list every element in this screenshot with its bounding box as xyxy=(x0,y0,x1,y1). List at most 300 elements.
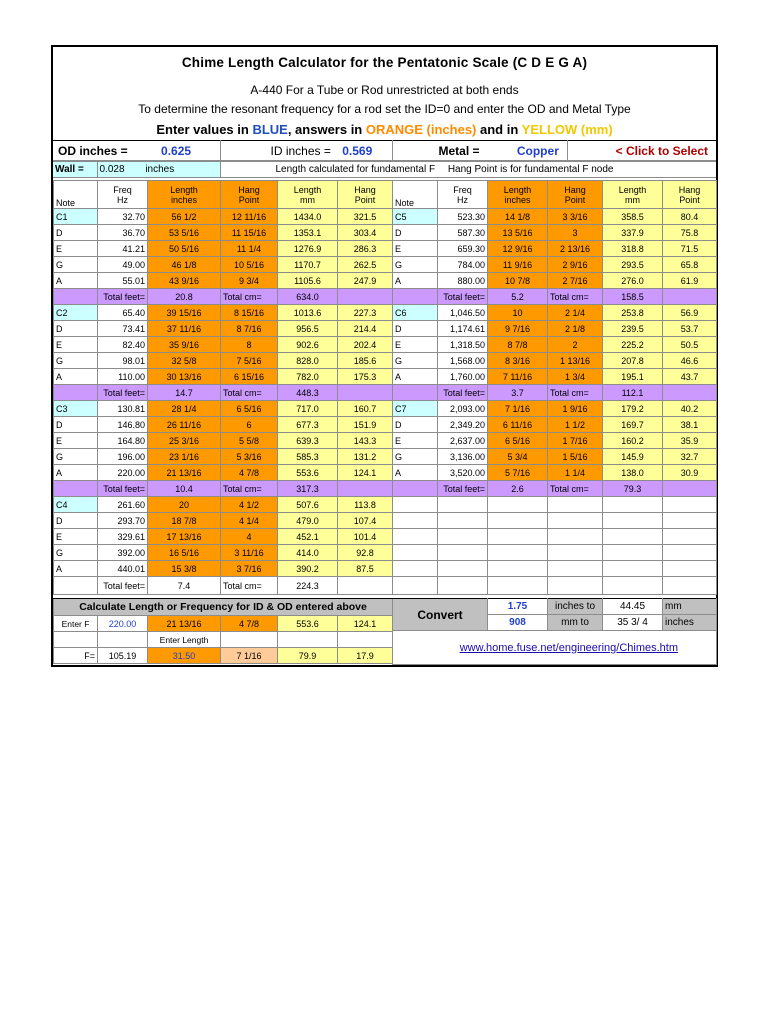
hang-point-inches-header-line1: Hang xyxy=(238,184,260,195)
freq-cell: 1,318.50 xyxy=(438,337,488,353)
enter-f-mm: 553.6 xyxy=(278,616,338,632)
empty-row xyxy=(393,545,717,561)
hang-point-inches-header-line2: Point xyxy=(238,194,260,205)
empty-cell xyxy=(548,577,603,595)
freq-cell: 1,568.00 xyxy=(438,353,488,369)
f-mm: 79.9 xyxy=(278,648,338,664)
total-feet-value: 10.4 xyxy=(148,481,221,497)
length-mm-cell: 169.7 xyxy=(603,417,663,433)
empty-row xyxy=(393,561,717,577)
length-inches-cell: 5 3/4 xyxy=(488,449,548,465)
length-mm-cell: 677.3 xyxy=(278,417,338,433)
length-inches-cell: 26 11/16 xyxy=(148,417,221,433)
hang-point-mm-header xyxy=(338,181,393,209)
mm-to-label: mm to xyxy=(548,615,603,631)
note-cell: D xyxy=(393,321,438,337)
hang-point-mm-header-line1: Hang xyxy=(678,184,701,195)
table-row xyxy=(393,337,717,353)
length-inches-cell: 56 1/2 xyxy=(148,209,221,225)
freq-cell: 293.70 xyxy=(98,513,148,529)
fundamental-notes xyxy=(220,162,716,178)
freq-header-line2: Hz xyxy=(117,194,128,205)
length-mm-header xyxy=(603,181,663,209)
table-row xyxy=(393,257,717,273)
note-cell: D xyxy=(393,417,438,433)
freq-cell: 1,046.50 xyxy=(438,305,488,321)
wall-value: 0.028 xyxy=(99,163,125,175)
hang-point-inches-cell: 2 1/8 xyxy=(548,321,603,337)
od-input[interactable]: 0.625 xyxy=(161,143,192,158)
length-mm-cell: 337.9 xyxy=(603,225,663,241)
hang-point-mm-cell: 202.4 xyxy=(338,337,393,353)
totals-spacer-end xyxy=(663,289,717,305)
length-mm-header-line1: Length xyxy=(293,184,322,195)
totals-spacer xyxy=(393,385,438,401)
hang-point-inches-cell: 6 15/16 xyxy=(221,369,278,385)
total-feet-value: 3.7 xyxy=(488,385,548,401)
hang-point-mm-cell: 101.4 xyxy=(338,529,393,545)
empty-cell xyxy=(663,561,717,577)
total-cm-value: 112.1 xyxy=(603,385,663,401)
total-feet-value: 14.7 xyxy=(148,385,221,401)
empty-cell xyxy=(438,529,488,545)
freq-cell: 3,520.00 xyxy=(438,465,488,481)
length-mm-cell: 452.1 xyxy=(278,529,338,545)
empty-cell xyxy=(603,545,663,561)
length-mm-cell: 414.0 xyxy=(278,545,338,561)
length-inches-cell: 35 9/16 xyxy=(148,337,221,353)
table-row xyxy=(54,433,393,449)
length-mm-header xyxy=(278,181,338,209)
empty-cell xyxy=(603,513,663,529)
totals-spacer xyxy=(54,577,98,595)
empty-row xyxy=(393,497,717,513)
hang-point-inches-cell: 9 3/4 xyxy=(221,273,278,289)
length-mm-cell: 318.8 xyxy=(603,241,663,257)
length-inches-cell: 14 1/8 xyxy=(488,209,548,225)
note-cell: G xyxy=(393,449,438,465)
hang-point-inches-cell: 10 5/16 xyxy=(221,257,278,273)
hang-point-inches-cell: 4 1/4 xyxy=(221,513,278,529)
hang-point-mm-cell: 71.5 xyxy=(663,241,717,257)
total-feet-value: 7.4 xyxy=(148,577,221,595)
hang-point-inches-cell: 4 1/2 xyxy=(221,497,278,513)
empty-cell xyxy=(393,529,438,545)
freq-cell: 36.70 xyxy=(98,225,148,241)
note-cell: G xyxy=(393,257,438,273)
freq-cell: 49.00 xyxy=(98,257,148,273)
empty-cell xyxy=(393,497,438,513)
hang-point-inches-cell: 3 3/16 xyxy=(548,209,603,225)
totals-spacer-end xyxy=(338,577,393,595)
total-cm-value: 79.3 xyxy=(603,481,663,497)
hang-point-mm-cell: 303.4 xyxy=(338,225,393,241)
empty-cell xyxy=(548,513,603,529)
totals-spacer xyxy=(393,481,438,497)
freq-cell: 2,349.20 xyxy=(438,417,488,433)
totals-spacer-end xyxy=(338,481,393,497)
empty-cell xyxy=(663,577,717,595)
hang-point-mm-cell: 113.8 xyxy=(338,497,393,513)
totals-spacer-end xyxy=(663,481,717,497)
website-link[interactable]: www.home.fuse.net/engineering/Chimes.htm xyxy=(459,641,678,654)
note-cell: A xyxy=(393,465,438,481)
table-row xyxy=(393,449,717,465)
hang-point-mm-cell: 61.9 xyxy=(663,273,717,289)
length-inches-cell: 53 5/16 xyxy=(148,225,221,241)
length-mm-cell: 179.2 xyxy=(603,401,663,417)
legend-blue: BLUE xyxy=(252,122,288,137)
hang-point-mm-header-line2: Point xyxy=(679,194,700,205)
empty-cell xyxy=(603,561,663,577)
table-row xyxy=(54,417,393,433)
empty-cell xyxy=(393,545,438,561)
freq-cell: 1,174.61 xyxy=(438,321,488,337)
empty-row xyxy=(393,577,717,595)
totals-spacer-end xyxy=(338,289,393,305)
freq-header xyxy=(98,181,148,209)
hang-point-inches-cell: 1 1/2 xyxy=(548,417,603,433)
hang-point-inches-cell: 2 xyxy=(548,337,603,353)
freq-cell: 146.80 xyxy=(98,417,148,433)
length-mm-cell: 1276.9 xyxy=(278,241,338,257)
length-mm-cell: 1105.6 xyxy=(278,273,338,289)
length-mm-header-line2: mm xyxy=(625,194,640,205)
total-cm-label: Total cm= xyxy=(221,481,278,497)
length-inches-cell: 7 1/16 xyxy=(488,401,548,417)
link-cell xyxy=(393,631,717,665)
hang-point-mm-header xyxy=(663,181,717,209)
empty-cell xyxy=(393,577,438,595)
note-cell: A xyxy=(54,273,98,289)
empty-cell xyxy=(393,561,438,577)
length-inches-cell: 16 5/16 xyxy=(148,545,221,561)
enter-f-label: Enter F xyxy=(54,616,98,632)
subtitle-line: A-440 For a Tube or Rod unrestricted at both ends xyxy=(250,83,519,97)
length-inches-cell: 9 7/16 xyxy=(488,321,548,337)
note-header-label: Note xyxy=(56,198,76,208)
table-row xyxy=(54,353,393,369)
length-inches-cell: 5 7/16 xyxy=(488,465,548,481)
length-inches-cell: 10 7/8 xyxy=(488,273,548,289)
hang-point-mm-cell: 124.1 xyxy=(338,465,393,481)
hang-point-inches-header-line2: Point xyxy=(564,194,586,205)
length-mm-cell: 1170.7 xyxy=(278,257,338,273)
table-row xyxy=(54,369,393,385)
click-to-select-button[interactable]: < Click to Select xyxy=(567,141,716,161)
note-cell: G xyxy=(393,353,438,369)
inches-to-mm-result: 44.45 xyxy=(603,599,663,615)
chime-calculator-sheet xyxy=(51,45,718,667)
length-mm-cell: 225.2 xyxy=(603,337,663,353)
note-cell: A xyxy=(393,369,438,385)
hang-point-mm-cell: 65.8 xyxy=(663,257,717,273)
freq-cell: 880.00 xyxy=(438,273,488,289)
inches-input[interactable]: 1.75 xyxy=(488,599,548,615)
enter-f-hang-mm: 124.1 xyxy=(338,616,393,632)
length-mm-cell: 639.3 xyxy=(278,433,338,449)
total-cm-label: Total cm= xyxy=(548,289,603,305)
total-cm-value: 634.0 xyxy=(278,289,338,305)
length-mm-cell: 585.3 xyxy=(278,449,338,465)
length-inches-cell: 10 xyxy=(488,305,548,321)
total-cm-value: 317.3 xyxy=(278,481,338,497)
wall-label: Wall = xyxy=(53,162,97,178)
length-inches-cell: 28 1/4 xyxy=(148,401,221,417)
metal-select[interactable]: Copper xyxy=(516,143,559,158)
empty-cell xyxy=(488,561,548,577)
total-cm-value: 158.5 xyxy=(603,289,663,305)
left-header-row xyxy=(54,181,393,209)
note-cell: D xyxy=(393,225,438,241)
f-result: 105.19 xyxy=(98,648,148,664)
enter-f-input[interactable]: 220.00 xyxy=(98,616,148,632)
total-cm-label: Total cm= xyxy=(221,577,278,595)
freq-cell: 82.40 xyxy=(98,337,148,353)
freq-cell: 164.80 xyxy=(98,433,148,449)
length-mm-cell: 160.2 xyxy=(603,433,663,449)
empty-cell xyxy=(663,545,717,561)
note-cell: E xyxy=(54,241,98,257)
legend-yellow: YELLOW (mm) xyxy=(521,122,613,137)
inches-to-label: inches to xyxy=(548,599,603,615)
length-inches-cell: 50 5/16 xyxy=(148,241,221,257)
total-feet-label: Total feet= xyxy=(98,385,148,401)
id-label: ID inches = xyxy=(270,143,331,158)
empty-cell xyxy=(488,513,548,529)
table-row xyxy=(393,241,717,257)
hang-point-inches-header xyxy=(221,181,278,209)
hang-point-mm-cell: 35.9 xyxy=(663,433,717,449)
length-mm-cell: 553.6 xyxy=(278,465,338,481)
freq-header xyxy=(438,181,488,209)
hang-point-inches-cell: 4 7/8 xyxy=(221,465,278,481)
length-mm-cell: 1013.6 xyxy=(278,305,338,321)
length-inches-header xyxy=(488,181,548,209)
total-feet-value: 20.8 xyxy=(148,289,221,305)
fundamental-length-note: Length calculated for fundamental F xyxy=(275,163,436,175)
hang-point-inches-cell: 4 xyxy=(221,529,278,545)
note-cell: C3 xyxy=(54,401,98,417)
freq-cell: 32.70 xyxy=(98,209,148,225)
totals-row xyxy=(393,385,717,401)
id-cell xyxy=(220,141,392,161)
hang-point-mm-cell: 143.3 xyxy=(338,433,393,449)
freq-header-line1: Freq xyxy=(453,184,472,195)
hang-point-mm-cell: 160.7 xyxy=(338,401,393,417)
note-cell: C5 xyxy=(393,209,438,225)
table-row xyxy=(393,305,717,321)
note-header xyxy=(54,181,98,209)
legend-text-2: , answers in xyxy=(287,122,366,137)
freq-cell: 3,136.00 xyxy=(438,449,488,465)
mm-unit: mm xyxy=(663,599,717,615)
totals-spacer xyxy=(393,289,438,305)
hang-point-note: Hang Point is for fundamental F node xyxy=(447,163,614,175)
calculator-table xyxy=(53,598,393,664)
table-row xyxy=(393,321,717,337)
length-mm-cell: 293.5 xyxy=(603,257,663,273)
total-cm-label: Total cm= xyxy=(548,385,603,401)
f-equals-label: F= xyxy=(54,648,98,664)
mm-to-inches-result: 35 3/ 4 xyxy=(603,615,663,631)
empty-cell xyxy=(438,545,488,561)
totals-row xyxy=(54,577,393,595)
table-row xyxy=(54,561,393,577)
note-cell: C4 xyxy=(54,497,98,513)
freq-header-line2: Hz xyxy=(457,194,468,205)
hang-point-inches-cell: 7 5/16 xyxy=(221,353,278,369)
legend-text-3: and in xyxy=(476,122,522,137)
od-cell xyxy=(53,141,220,161)
hang-point-inches-header-line1: Hang xyxy=(564,184,586,195)
note-cell: E xyxy=(393,241,438,257)
length-inches-cell: 46 1/8 xyxy=(148,257,221,273)
table-row xyxy=(54,513,393,529)
freq-cell: 523.30 xyxy=(438,209,488,225)
hang-point-mm-cell: 321.5 xyxy=(338,209,393,225)
note-cell: G xyxy=(54,545,98,561)
hang-point-mm-cell: 214.4 xyxy=(338,321,393,337)
length-inches-header-line1: Length xyxy=(503,184,532,195)
table-row xyxy=(54,273,393,289)
id-input[interactable]: 0.569 xyxy=(342,143,373,158)
totals-spacer-end xyxy=(663,385,717,401)
empty-cell xyxy=(438,561,488,577)
length-mm-cell: 782.0 xyxy=(278,369,338,385)
mm-input[interactable]: 908 xyxy=(488,615,548,631)
table-row xyxy=(393,433,717,449)
length-inches-header-line2: inches xyxy=(170,194,197,205)
length-mm-cell: 138.0 xyxy=(603,465,663,481)
hang-point-mm-cell: 75.8 xyxy=(663,225,717,241)
hang-point-mm-cell: 175.3 xyxy=(338,369,393,385)
note-cell: G xyxy=(54,449,98,465)
note-cell: D xyxy=(54,417,98,433)
freq-cell: 98.01 xyxy=(98,353,148,369)
empty-cell xyxy=(603,577,663,595)
note-cell: E xyxy=(54,529,98,545)
total-feet-label: Total feet= xyxy=(438,385,488,401)
note-cell: E xyxy=(54,337,98,353)
hang-point-mm-cell: 56.9 xyxy=(663,305,717,321)
total-cm-label: Total cm= xyxy=(221,385,278,401)
instruction-line: To determine the resonant frequency for a rod set the ID=0 and enter the OD and Metal Type xyxy=(138,102,631,116)
note-cell: E xyxy=(393,433,438,449)
hang-point-inches-cell: 11 1/4 xyxy=(221,241,278,257)
length-inches-cell: 30 13/16 xyxy=(148,369,221,385)
total-feet-label: Total feet= xyxy=(98,577,148,595)
hang-point-inches-cell: 1 9/16 xyxy=(548,401,603,417)
totals-spacer xyxy=(54,481,98,497)
empty-cell xyxy=(548,529,603,545)
empty-cell xyxy=(548,497,603,513)
length-inches-cell: 23 1/16 xyxy=(148,449,221,465)
table-row xyxy=(54,401,393,417)
totals-row xyxy=(393,481,717,497)
total-feet-value: 2.6 xyxy=(488,481,548,497)
table-row xyxy=(54,529,393,545)
note-cell: C2 xyxy=(54,305,98,321)
wall-unit: inches xyxy=(145,163,175,175)
note-cell: C7 xyxy=(393,401,438,417)
hang-point-mm-header-line2: Point xyxy=(354,194,376,205)
empty-row xyxy=(393,529,717,545)
empty-cell xyxy=(488,545,548,561)
hang-point-inches-cell: 3 7/16 xyxy=(221,561,278,577)
freq-cell: 41.21 xyxy=(98,241,148,257)
length-inches-cell: 12 9/16 xyxy=(488,241,548,257)
total-feet-label: Total feet= xyxy=(438,289,488,305)
length-inches-cell: 39 15/16 xyxy=(148,305,221,321)
table-row xyxy=(54,321,393,337)
enter-f-length: 21 13/16 xyxy=(148,616,221,632)
hang-point-mm-cell: 80.4 xyxy=(663,209,717,225)
freq-cell: 65.40 xyxy=(98,305,148,321)
enter-f-hang: 4 7/8 xyxy=(221,616,278,632)
length-inches-cell: 11 9/16 xyxy=(488,257,548,273)
table-row xyxy=(54,257,393,273)
length-mm-cell: 828.0 xyxy=(278,353,338,369)
note-cell: A xyxy=(54,369,98,385)
inputs-table xyxy=(53,140,716,161)
totals-row xyxy=(54,481,393,497)
length-mm-cell: 507.6 xyxy=(278,497,338,513)
right-data-table xyxy=(392,180,717,595)
totals-spacer xyxy=(54,385,98,401)
freq-cell: 55.01 xyxy=(98,273,148,289)
hang-point-inches-cell: 11 15/16 xyxy=(221,225,278,241)
length-mm-cell: 145.9 xyxy=(603,449,663,465)
hang-point-mm-header-line1: Hang xyxy=(354,184,376,195)
hang-point-mm-cell: 53.7 xyxy=(663,321,717,337)
note-cell: G xyxy=(54,257,98,273)
convert-button[interactable]: Convert xyxy=(393,599,488,631)
f-hang-mm: 17.9 xyxy=(338,648,393,664)
hang-point-inches-cell: 8 7/16 xyxy=(221,321,278,337)
length-mm-cell: 207.8 xyxy=(603,353,663,369)
freq-cell: 329.61 xyxy=(98,529,148,545)
length-inches-cell: 15 3/8 xyxy=(148,561,221,577)
table-row xyxy=(54,225,393,241)
length-mm-cell: 1353.1 xyxy=(278,225,338,241)
hang-point-inches-cell: 5 3/16 xyxy=(221,449,278,465)
freq-cell: 440.01 xyxy=(98,561,148,577)
length-mm-cell: 239.5 xyxy=(603,321,663,337)
hang-point-mm-cell: 50.5 xyxy=(663,337,717,353)
length-inches-cell: 32 5/8 xyxy=(148,353,221,369)
length-mm-cell: 902.6 xyxy=(278,337,338,353)
hang-point-inches-cell: 2 9/16 xyxy=(548,257,603,273)
hang-point-inches-cell: 5 5/8 xyxy=(221,433,278,449)
empty-cell xyxy=(488,497,548,513)
length-mm-header-line2: mm xyxy=(300,194,315,205)
enter-length-input[interactable]: 31.50 xyxy=(148,648,221,664)
table-row xyxy=(393,417,717,433)
table-row xyxy=(393,369,717,385)
hang-point-inches-cell: 8 15/16 xyxy=(221,305,278,321)
length-inches-cell: 43 9/16 xyxy=(148,273,221,289)
note-header-label: Note xyxy=(395,198,415,208)
length-mm-cell: 1434.0 xyxy=(278,209,338,225)
length-inches-cell: 18 7/8 xyxy=(148,513,221,529)
freq-cell: 73.41 xyxy=(98,321,148,337)
note-cell: D xyxy=(54,321,98,337)
metal-label: Metal = xyxy=(438,143,480,158)
freq-cell: 659.30 xyxy=(438,241,488,257)
hang-point-inches-cell: 1 5/16 xyxy=(548,449,603,465)
freq-cell: 110.00 xyxy=(98,369,148,385)
